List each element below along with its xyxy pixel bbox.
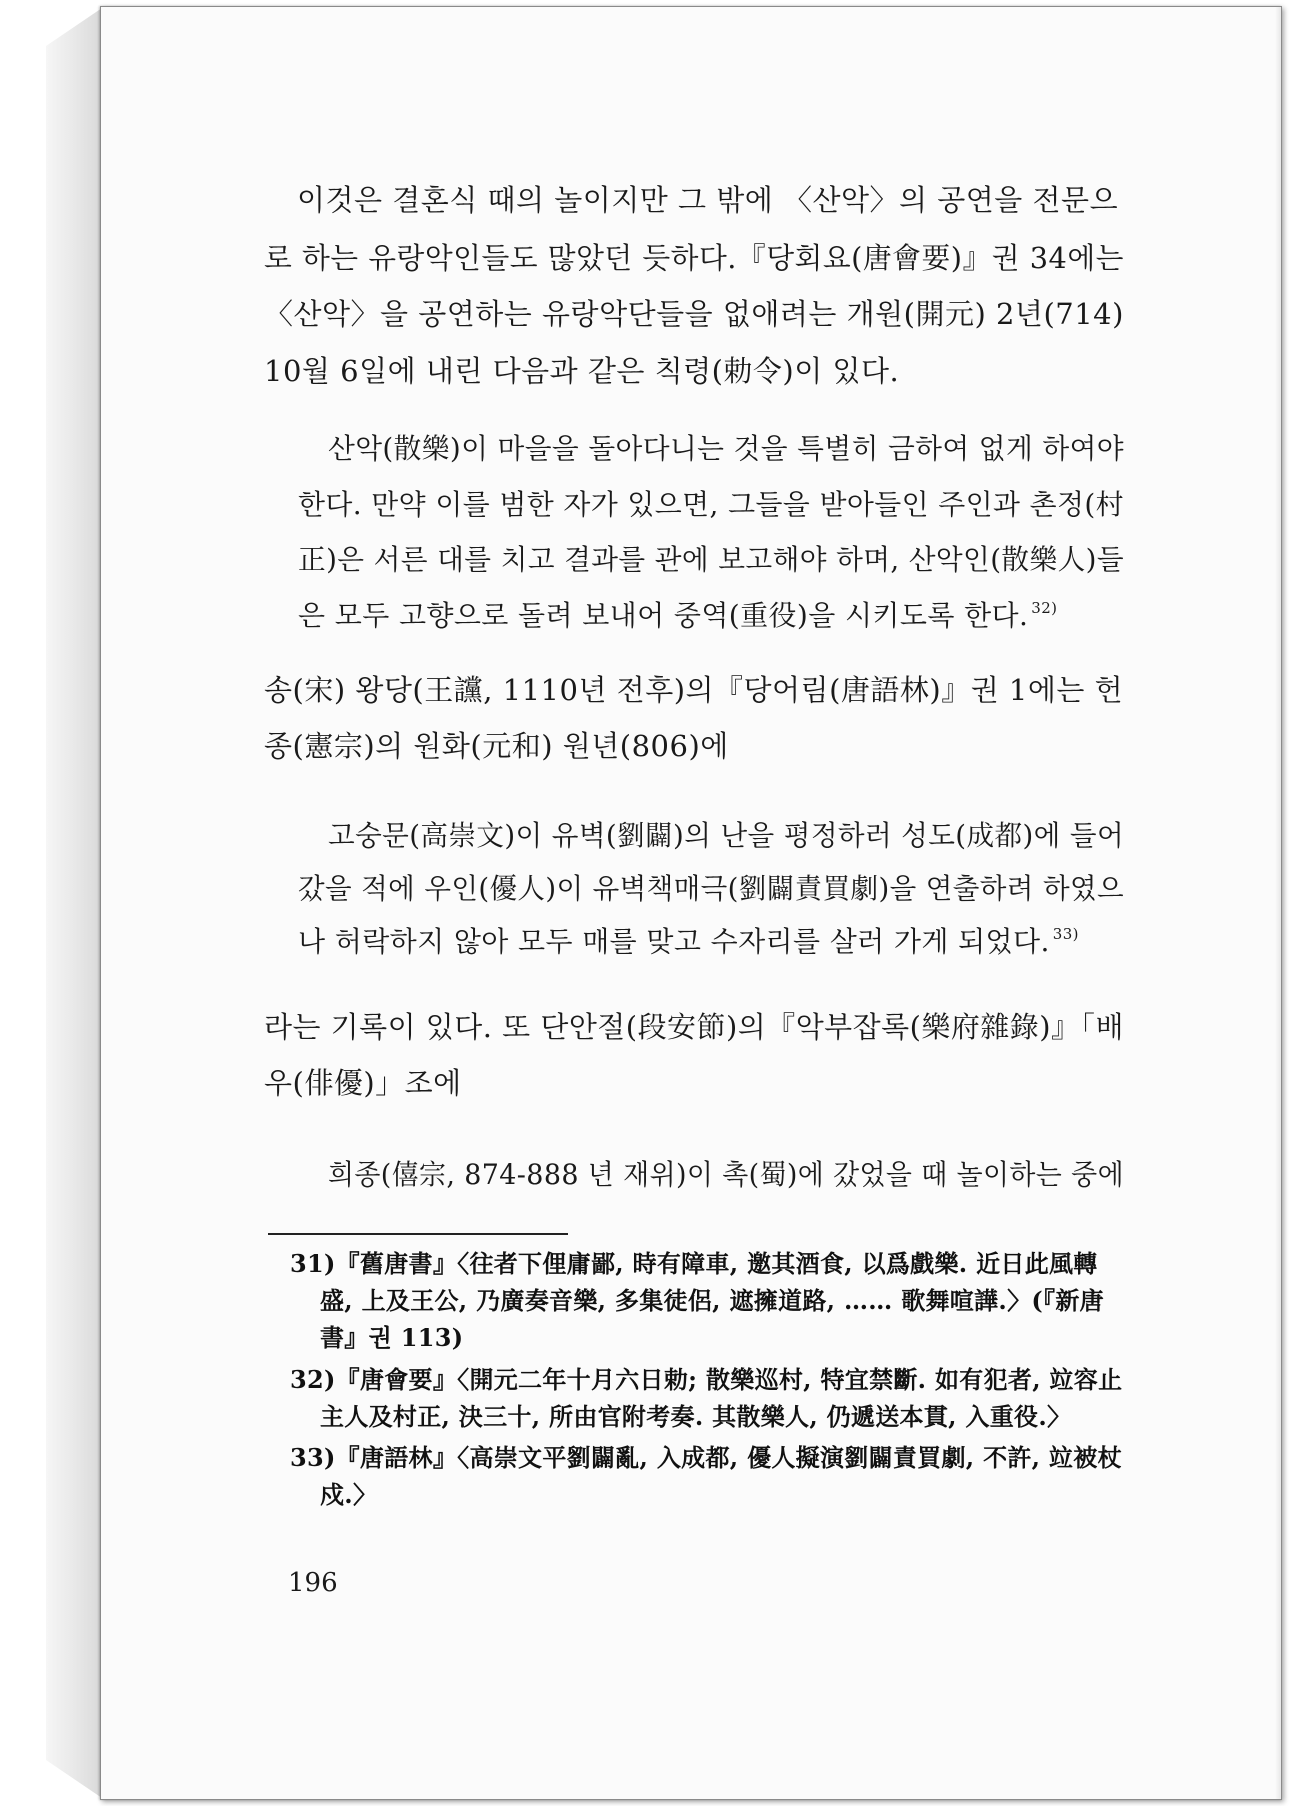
footnote-line: 戍.〉 bbox=[320, 1480, 378, 1509]
footnote-line: 主人及村正, 決三十, 所由官附考奏. 其散樂人, 仍遞送本貫, 入重役.〉 bbox=[320, 1402, 1072, 1431]
footnote-line: 盛, 上及王公, 乃廣奏音樂, 多集徒侶, 遮擁道路, …… 歌舞喧譁.〉(『新唐 bbox=[320, 1286, 1104, 1315]
page-number: 196 bbox=[288, 1568, 338, 1598]
footnote-line: 31)『舊唐書』〈往者下俚庸鄙, 時有障車, 邀其酒食, 以爲戲樂. 近日此風轉 bbox=[290, 1249, 1098, 1278]
body-text-line: 〈산악〉을 공연하는 유랑악단들을 없애려는 개원(開元) 2년(714) bbox=[264, 297, 1124, 331]
quote-text: 나 허락하지 않아 모두 매를 맞고 수자리를 살러 가게 되었다. bbox=[298, 925, 1050, 958]
body-text-line: 종(憲宗)의 원화(元和) 원년(806)에 bbox=[264, 729, 729, 763]
quote-text-line: 산악(散樂)이 마을을 돌아다니는 것을 특별히 금하여 없게 하여야 bbox=[328, 432, 1125, 465]
footnote-line: 32)『唐會要』〈開元二年十月六日勅; 散樂巡村, 特宜禁斷. 如有犯者, 竝容止 bbox=[290, 1365, 1123, 1394]
body-text-line: 로 하는 유랑악인들도 많았던 듯하다.『당회요(唐會要)』권 34에는 bbox=[264, 241, 1124, 275]
quote-text-line: 갔을 적에 우인(優人)이 유벽책매극(劉闢責買劇)을 연출하려 하였으 bbox=[298, 872, 1124, 905]
body-text-line: 우(俳優)」조에 bbox=[264, 1066, 462, 1100]
footnote-ref-32: 32) bbox=[1031, 599, 1058, 617]
body-text-line: 10월 6일에 내린 다음과 같은 칙령(勅令)이 있다. bbox=[264, 354, 900, 388]
quote-text-line: 고숭문(高崇文)이 유벽(劉闢)의 난을 평정하러 성도(成都)에 들어 bbox=[328, 819, 1125, 852]
quote-text: 은 모두 고향으로 돌려 보내어 중역(重役)을 시키도록 한다. bbox=[298, 599, 1029, 632]
quote-text-line: 正)은 서른 대를 치고 결과를 관에 보고해야 하며, 산악인(散樂人)들 bbox=[298, 543, 1125, 576]
page-edge-shadow bbox=[1275, 7, 1281, 1799]
footnote-line: 33)『唐語林』〈高崇文平劉闢亂, 入成都, 優人擬演劉闢責買劇, 不許, 竝被杖 bbox=[290, 1443, 1122, 1472]
quote-text-line bbox=[298, 920, 1079, 960]
quote-text-line bbox=[298, 594, 1057, 634]
body-text-line: 송(宋) 왕당(王讜, 1110년 전후)의『당어림(唐語林)』권 1에는 헌 bbox=[264, 673, 1124, 707]
quote-text-line: 희종(僖宗, 874-888 년 재위)이 촉(蜀)에 갔었을 때 놀이하는 중에 bbox=[328, 1158, 1124, 1191]
quote-text-line: 한다. 만약 이를 범한 자가 있으면, 그들을 받아들인 주인과 촌정(村 bbox=[298, 488, 1124, 521]
footnote-divider bbox=[268, 1233, 568, 1235]
footnote-ref-33: 33) bbox=[1052, 925, 1079, 943]
body-text-line: 라는 기록이 있다. 또 단안절(段安節)의『악부잡록(樂府雜錄)』「배 bbox=[264, 1010, 1124, 1044]
body-text-line: 이것은 결혼식 때의 놀이지만 그 밖에 〈산악〉의 공연을 전문으 bbox=[297, 183, 1119, 217]
book-spine-edge bbox=[46, 8, 102, 1798]
footnote-line: 書』권 113) bbox=[320, 1323, 464, 1352]
